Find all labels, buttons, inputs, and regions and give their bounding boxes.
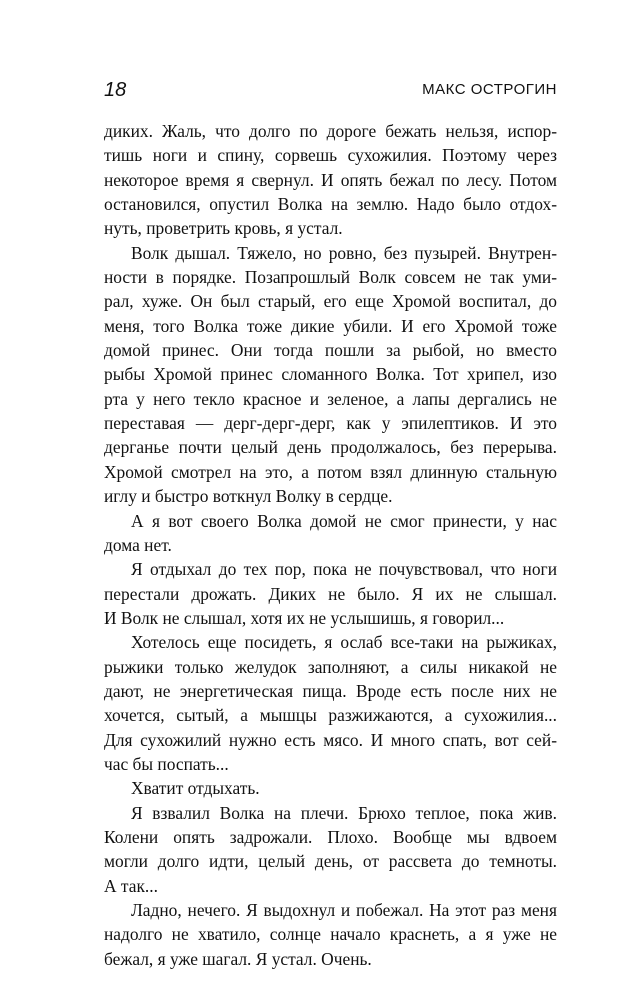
text-line: Для сухожилий нужно есть мясо. И много спать, вот сей-	[104, 729, 557, 750]
text-line: бежал, я уже шагал. Я устал. Очень.	[104, 948, 372, 969]
page-number: 18	[104, 79, 127, 101]
text-line: Хотелось еще посидеть, я ослаб все-таки на рыжиках,	[131, 632, 557, 653]
text-line: А я вот своего Волка домой не смог принести, у нас	[131, 510, 557, 531]
text-line: А так...	[104, 875, 158, 896]
text-line: дома нет.	[104, 534, 172, 555]
paragraph	[104, 801, 557, 898]
text-line: нуть, проветрить кровь, я устал.	[104, 218, 343, 239]
text-line: Я отдыхал до тех пор, пока не почувствовал, что ноги	[131, 559, 557, 580]
text-line: Хватит отдыхать.	[131, 778, 260, 799]
paragraph	[104, 898, 557, 971]
body-text	[104, 119, 557, 971]
text-line: иглу и быстро воткнул Волку в сердце.	[104, 486, 393, 507]
text-line: дают, не энергетическая пища. Вроде есть после них не	[104, 680, 557, 701]
text-line: И Волк не слышал, хотя их не услышишь, я говорил...	[104, 607, 505, 628]
text-line: рыбы Хромой принес сломанного Волка. Тот хрипел, изо	[104, 364, 557, 385]
text-line: рта у него текло красное и зеленое, а лапы дергались не	[104, 388, 557, 409]
text-line: могли долго идти, целый день, от рассвета до темноты.	[104, 851, 557, 872]
running-head: МАКС ОСТРОГИН	[422, 81, 557, 98]
text-line: час бы поспать...	[104, 753, 229, 774]
paragraph	[104, 776, 557, 800]
paragraph	[104, 557, 557, 630]
text-line: рал, хуже. Он был старый, его еще Хромой воспитал, до	[104, 291, 557, 312]
paragraph	[104, 241, 557, 509]
text-line: ности в порядке. Позапрошлый Волк совсем не так уми-	[104, 267, 557, 288]
text-line: перестали дрожать. Диких не было. Я их не слышал.	[104, 583, 557, 604]
text-line: меня, того Волка тоже дикие убили. И его Хромой тоже	[104, 315, 557, 336]
text-line: Я взвалил Волка на плечи. Брюхо теплое, пока жив.	[131, 802, 557, 823]
text-line: Волк дышал. Тяжело, но ровно, без пузырей. Внутрен-	[131, 242, 557, 263]
text-line: рыжики только желудок заполняют, а силы никакой не	[104, 656, 557, 677]
text-line: хочется, сытый, а мышцы разжижаются, а сухожилия...	[104, 705, 557, 726]
text-line: Хромой смотрел на это, а потом взял длинную стальную	[104, 461, 557, 482]
text-line: домой принес. Они тогда пошли за рыбой, но вместо	[104, 340, 557, 361]
text-line: дерганье почти целый день продолжалось, без перерыва.	[104, 437, 557, 458]
text-line: тишь ноги и спину, сорвешь сухожилия. Поэтому через	[104, 145, 557, 166]
paragraph	[104, 509, 557, 558]
text-line: некоторое время я свернул. И опять бежал по лесу. Потом	[104, 169, 557, 190]
text-line: диких. Жаль, что долго по дороге бежать нельзя, испор-	[104, 121, 557, 141]
text-line: надолго не хватило, солнце начало краснеть, а я уже не	[104, 924, 557, 945]
paragraph	[104, 630, 557, 776]
text-line: Колени опять задрожали. Плохо. Вообще мы вдвоем	[104, 826, 557, 847]
text-line: остановился, опустил Волка на землю. Надо было отдох-	[104, 194, 557, 215]
text-line: переставая — дерг-дерг-дерг, как у эпилептиков. И это	[104, 413, 557, 434]
paragraph	[104, 119, 557, 241]
text-line: Ладно, нечего. Я выдохнул и побежал. На этот раз меня	[131, 900, 557, 920]
